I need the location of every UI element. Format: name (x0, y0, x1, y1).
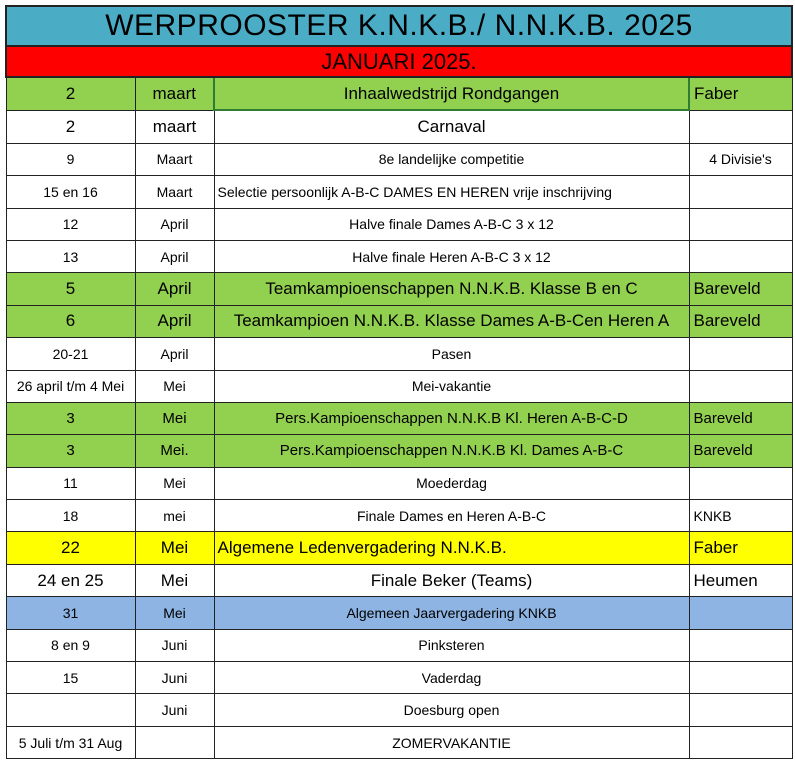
date-cell[interactable]: 18 (6, 500, 135, 532)
place-cell[interactable]: 4 Divisie's (689, 143, 792, 175)
month-cell[interactable]: mei (135, 500, 214, 532)
month-cell[interactable]: Juni (135, 629, 214, 661)
event-cell[interactable]: Teamkampioen N.N.K.B. Klasse Dames A-B-Cen Heren A (214, 305, 689, 337)
event-cell[interactable]: Vaderdag (214, 662, 689, 694)
date-cell[interactable]: 5 Juli t/m 31 Aug (6, 726, 135, 758)
place-cell[interactable] (689, 694, 792, 726)
month-cell[interactable]: maart (135, 77, 214, 110)
place-cell[interactable] (689, 240, 792, 272)
table-row (6, 597, 792, 629)
table-row (6, 662, 792, 694)
event-cell[interactable]: Algemeen Jaarvergadering KNKB (214, 597, 689, 629)
event-cell[interactable]: Moederdag (214, 467, 689, 499)
place-cell[interactable] (689, 208, 792, 240)
date-cell[interactable]: 12 (6, 208, 135, 240)
event-cell[interactable]: Pasen (214, 338, 689, 370)
table-row (6, 370, 792, 402)
place-cell[interactable] (689, 176, 792, 208)
month-header: JANUARI 2025. (6, 46, 792, 77)
table-row (6, 629, 792, 661)
month-cell[interactable]: Juni (135, 662, 214, 694)
place-cell[interactable]: KNKB (689, 500, 792, 532)
date-cell[interactable]: 26 april t/m 4 Mei (6, 370, 135, 402)
table-row (6, 240, 792, 272)
month-cell[interactable]: Mei (135, 402, 214, 434)
date-cell[interactable]: 31 (6, 597, 135, 629)
schedule-table (5, 5, 793, 759)
place-cell[interactable]: Bareveld (689, 435, 792, 467)
event-cell[interactable]: Algemene Ledenvergadering N.N.K.B. (214, 532, 689, 564)
event-cell[interactable]: Pinksteren (214, 629, 689, 661)
place-cell[interactable] (689, 629, 792, 661)
date-cell[interactable]: 9 (6, 143, 135, 175)
event-cell[interactable]: Halve finale Dames A-B-C 3 x 12 (214, 208, 689, 240)
month-cell[interactable]: April (135, 305, 214, 337)
month-cell[interactable]: April (135, 338, 214, 370)
date-cell[interactable]: 8 en 9 (6, 629, 135, 661)
place-cell[interactable] (689, 597, 792, 629)
table-row (6, 532, 792, 564)
table-row (6, 564, 792, 596)
date-cell[interactable]: 13 (6, 240, 135, 272)
place-cell[interactable] (689, 110, 792, 143)
month-cell[interactable]: Mei (135, 467, 214, 499)
place-cell[interactable]: Bareveld (689, 402, 792, 434)
event-cell[interactable]: 8e landelijke competitie (214, 143, 689, 175)
place-cell[interactable]: Faber (689, 77, 792, 110)
date-cell[interactable]: 20-21 (6, 338, 135, 370)
table-row (6, 143, 792, 175)
date-cell[interactable]: 15 en 16 (6, 176, 135, 208)
month-cell[interactable]: April (135, 240, 214, 272)
event-cell[interactable]: Teamkampioenschappen N.N.K.B. Klasse B en C (214, 273, 689, 305)
date-cell[interactable]: 5 (6, 273, 135, 305)
place-cell[interactable] (689, 370, 792, 402)
date-cell[interactable] (6, 694, 135, 726)
table-row (6, 500, 792, 532)
title-row (6, 6, 792, 46)
event-cell[interactable]: Carnaval (214, 110, 689, 143)
table-row (6, 402, 792, 434)
place-cell[interactable] (689, 338, 792, 370)
place-cell[interactable]: Heumen (689, 564, 792, 596)
month-cell[interactable]: Mei (135, 370, 214, 402)
month-cell[interactable]: Mei (135, 597, 214, 629)
month-cell[interactable]: Mei. (135, 435, 214, 467)
table-row (6, 726, 792, 758)
event-cell[interactable]: Pers.Kampioenschappen N.N.K.B Kl. Dames A-B-C (214, 435, 689, 467)
month-cell[interactable] (135, 726, 214, 758)
table-row (6, 273, 792, 305)
table-row (6, 176, 792, 208)
month-cell[interactable]: April (135, 273, 214, 305)
month-cell[interactable]: Maart (135, 176, 214, 208)
place-cell[interactable] (689, 467, 792, 499)
event-cell[interactable]: Selectie persoonlijk A-B-C DAMES EN HEREN vrije inschrijving (214, 176, 689, 208)
table-row (6, 208, 792, 240)
month-header-row (6, 46, 792, 77)
date-cell[interactable]: 15 (6, 662, 135, 694)
date-cell[interactable]: 2 (6, 110, 135, 143)
table-row (6, 694, 792, 726)
event-cell[interactable]: Pers.Kampioenschappen N.N.K.B Kl. Heren A-B-C-D (214, 402, 689, 434)
date-cell[interactable]: 2 (6, 77, 135, 110)
table-row (6, 77, 792, 110)
month-cell[interactable]: April (135, 208, 214, 240)
event-cell[interactable]: Mei-vakantie (214, 370, 689, 402)
date-cell[interactable]: 11 (6, 467, 135, 499)
event-cell[interactable]: Inhaalwedstrijd Rondgangen (214, 77, 689, 110)
place-cell[interactable] (689, 662, 792, 694)
month-cell[interactable]: Mei (135, 564, 214, 596)
event-cell[interactable]: Finale Dames en Heren A-B-C (214, 500, 689, 532)
date-cell[interactable]: 3 (6, 435, 135, 467)
event-cell[interactable]: Finale Beker (Teams) (214, 564, 689, 596)
date-cell[interactable]: 3 (6, 402, 135, 434)
table-row (6, 467, 792, 499)
table-row (6, 435, 792, 467)
month-cell[interactable]: Mei (135, 532, 214, 564)
table-row (6, 338, 792, 370)
month-cell[interactable]: Juni (135, 694, 214, 726)
event-cell[interactable]: Doesburg open (214, 694, 689, 726)
page-title: WERPROOSTER K.N.K.B./ N.N.K.B. 2025 (6, 6, 792, 46)
month-cell[interactable]: Maart (135, 143, 214, 175)
place-cell[interactable]: Bareveld (689, 273, 792, 305)
date-cell[interactable]: 22 (6, 532, 135, 564)
date-cell[interactable]: 24 en 25 (6, 564, 135, 596)
table-row (6, 305, 792, 337)
event-cell[interactable]: ZOMERVAKANTIE (214, 726, 689, 758)
place-cell[interactable]: Faber (689, 532, 792, 564)
table-row (6, 110, 792, 143)
date-cell[interactable]: 6 (6, 305, 135, 337)
place-cell[interactable]: Bareveld (689, 305, 792, 337)
month-cell[interactable]: maart (135, 110, 214, 143)
event-cell[interactable]: Halve finale Heren A-B-C 3 x 12 (214, 240, 689, 272)
place-cell[interactable] (689, 726, 792, 758)
